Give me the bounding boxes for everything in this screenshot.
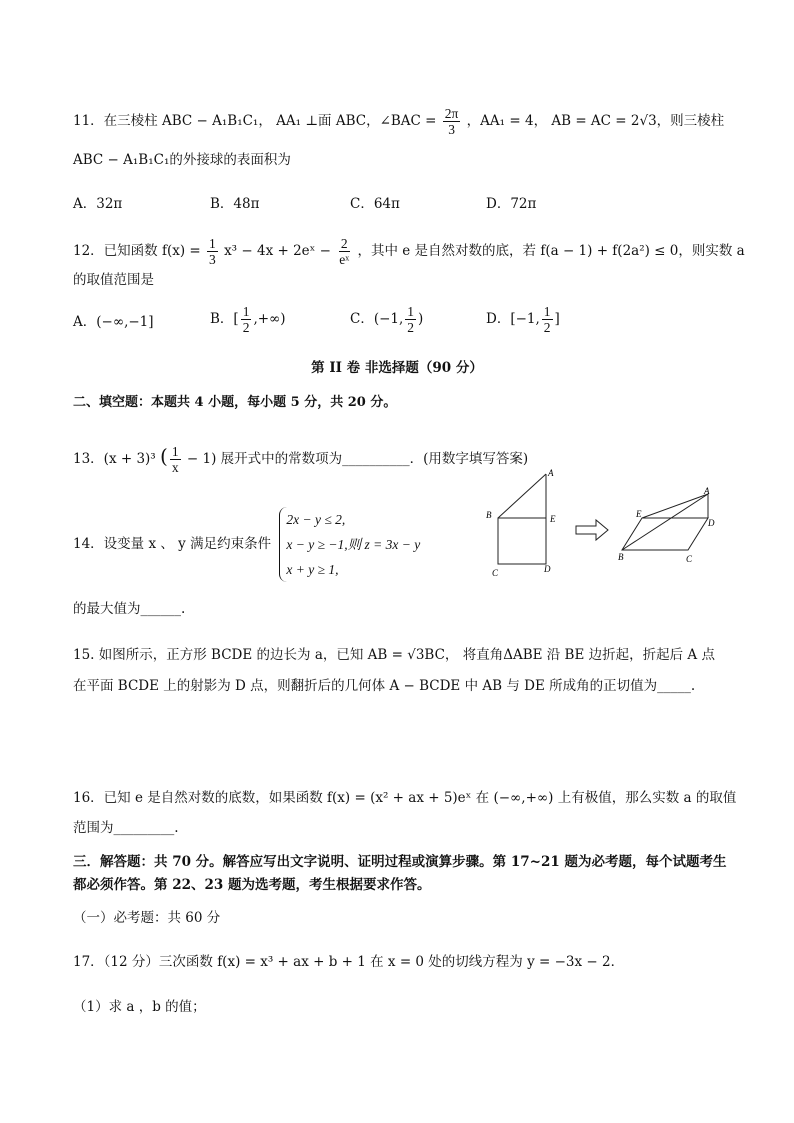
q12-option-d (486, 304, 560, 335)
q12-optd-den: 2 (543, 320, 551, 335)
q14-line1 (73, 507, 424, 582)
q11-angle-fraction (443, 106, 461, 137)
q11-frac-den: 3 (448, 122, 455, 137)
q11-line1 (73, 106, 724, 137)
q12-mid: x³ − 4x + 2eˣ − (224, 243, 331, 259)
q16-line1: 16．已知 e 是自然对数的底数，如果函数 f(x) = (x² + ax + 5)eˣ 在 (−∞,+∞) 上有极值，那么实数 a 的取值 (73, 790, 737, 806)
q12-option-c (350, 304, 423, 335)
q17-sub1: （1）求 a ，b 的值； (73, 999, 206, 1015)
flat-figure (486, 468, 556, 578)
q11-option-b: B．48π (210, 196, 260, 212)
q13-frac-num: 1 (171, 444, 179, 459)
q12-line1 (73, 236, 745, 267)
q12-optb-pre: B．[ (210, 311, 239, 327)
q11-option-a: A．32π (73, 196, 123, 212)
label-B-right: B (618, 552, 624, 562)
q11-text: 11．在三棱柱 ABC − A₁B₁C₁， AA₁ ⊥面 ABC，∠BAC = (73, 113, 437, 129)
q12-optb-num: 1 (242, 304, 250, 319)
q12-optc-num: 1 (407, 304, 415, 319)
label-D-left: D (544, 564, 551, 574)
q12-optc-post: ) (418, 311, 424, 327)
q13-post: − 1) 展开式中的常数项为__________．(用数字填写答案) (186, 451, 529, 467)
q16-line2: 范围为_________. (73, 820, 179, 836)
required-header: （一）必考题：共 60 分 (73, 910, 221, 926)
label-A-left: A (548, 468, 554, 478)
section3-line1: 三．解答题：共 70 分。解答应写出文字说明、证明过程或演算步骤。第 17~21 题为必考题，每个试题考生 (73, 854, 727, 870)
q14-line2: 的最大值为______. (73, 601, 186, 617)
q11-line2: ABC − A₁B₁C₁的外接球的表面积为 (73, 152, 291, 168)
section3-line2: 都必须作答。第 22、23 题为选考题，考生根据要求作答。 (73, 877, 431, 893)
q12-frac1-den: 3 (209, 252, 216, 267)
q11-frac-num: 2π (444, 106, 459, 121)
q17-line1: 17．（12 分）三次函数 f(x) = x³ + ax + b + 1 在 x = 0 处的切线方程为 y = −3x − 2． (73, 954, 625, 970)
q14-constraint-system (279, 507, 420, 582)
q12-head: 12．已知函数 f(x) = (73, 243, 201, 259)
q11-option-c: C．64π (350, 196, 400, 212)
q12-optc-den: 2 (407, 320, 415, 335)
q13-pre: 13．(x + 3)³ (73, 451, 156, 467)
q12-optd-frac (542, 304, 553, 335)
q11-tail: ，AA₁ = 4， AB = AC = 2√3，则三棱柱 (466, 113, 725, 129)
q15-line2: 在平面 BCDE 上的射影为 D 点，则翻折后的几何体 A − BCDE 中 AB 与 DE 所成角的正切值为_____. (73, 678, 696, 694)
q14-pre: 14．设变量 x 、 y 满足约束条件 (73, 536, 272, 552)
q13-fraction (170, 444, 181, 475)
label-E-left: E (550, 514, 556, 524)
q12-optd-post: ] (554, 311, 560, 327)
q12-optc-pre: C．(−1, (350, 311, 404, 327)
q12-optb-post: ,+∞) (253, 311, 286, 327)
q12-option-a: A．(−∞,−1] (73, 314, 154, 330)
label-E-right: E (636, 509, 642, 519)
q14-constraint-1: 2x − y ≤ 2, (286, 512, 346, 527)
q12-tail: ，其中 e 是自然对数的底，若 f(a − 1) + f(2a²) ≤ 0，则实数 a (357, 243, 745, 259)
q14-constraint-2: x − y ≥ −1,则 z = 3x − y (286, 537, 421, 552)
q12-optc-frac (405, 304, 416, 335)
q13-line (73, 444, 528, 475)
q12-fraction-2 (337, 236, 351, 267)
q11-option-d: D．72π (486, 196, 537, 212)
q13-left-paren: ( (160, 444, 168, 468)
folding-figure (480, 466, 730, 578)
q12-frac2-num: 2 (340, 236, 348, 251)
q12-fraction-1 (207, 236, 218, 267)
q12-option-b (210, 304, 286, 335)
label-A-right: A (704, 486, 710, 496)
q12-frac1-num: 1 (209, 236, 216, 251)
fold-arrow-icon (576, 520, 608, 540)
q12-optd-num: 1 (543, 304, 551, 319)
label-C-right: C (686, 554, 693, 564)
q15-line1: 15. 如图所示，正方形 BCDE 的边长为 a，已知 AB = √3BC， 将直角ΔABE 沿 BE 边折起，折起后 A 点 (73, 647, 715, 663)
folded-figure (618, 486, 715, 564)
q12-line2: 的取值范围是 (73, 272, 154, 288)
q12-optd-pre: D．[−1, (486, 311, 540, 327)
label-C-left: C (492, 568, 499, 578)
fill-in-header: 二、填空题：本题共 4 小题，每小题 5 分，共 20 分。 (73, 395, 397, 410)
label-B-left: B (486, 510, 492, 520)
q12-optb-frac (241, 304, 252, 335)
q12-optb-den: 2 (242, 320, 250, 335)
q14-constraint-3: x + y ≥ 1, (286, 562, 339, 577)
section2-title: 第 II 卷 非选择题（90 分） (311, 360, 483, 376)
q12-frac2-den: eˣ (339, 252, 350, 267)
label-D-right: D (708, 518, 715, 528)
q13-frac-den: x (171, 460, 179, 475)
